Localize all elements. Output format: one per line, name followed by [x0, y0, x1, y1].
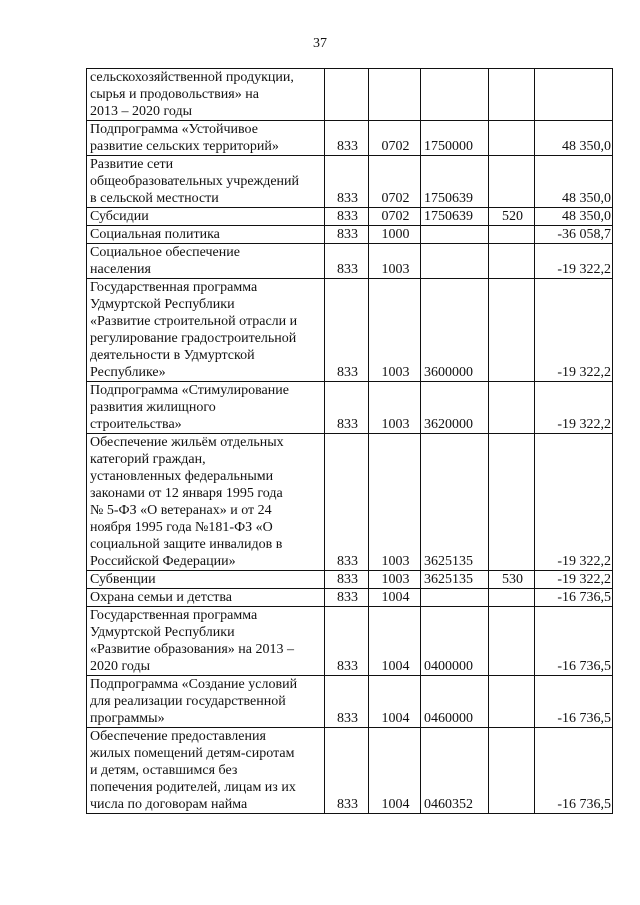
row-name: Социальная политика	[87, 226, 325, 244]
table-row	[87, 676, 613, 728]
amount	[535, 69, 613, 121]
target-article-code: 0460000	[421, 676, 489, 728]
expense-type-code	[489, 121, 535, 156]
ministry-code: 833	[325, 607, 369, 676]
ministry-code: 833	[325, 571, 369, 589]
ministry-code: 833	[325, 208, 369, 226]
section-code: 1004	[369, 676, 421, 728]
expense-type-code: 520	[489, 208, 535, 226]
row-name: сельскохозяйственной продукции, сырья и продовольствия» на 2013 – 2020 годы	[87, 69, 325, 121]
section-code: 1004	[369, 728, 421, 814]
table-row	[87, 156, 613, 208]
ministry-code: 833	[325, 244, 369, 279]
expense-type-code	[489, 728, 535, 814]
section-code: 1003	[369, 571, 421, 589]
amount: -16 736,5	[535, 607, 613, 676]
expense-type-code	[489, 226, 535, 244]
ministry-code: 833	[325, 121, 369, 156]
table-row	[87, 69, 613, 121]
table-row	[87, 728, 613, 814]
target-article-code: 0460352	[421, 728, 489, 814]
row-name: Обеспечение жильём отдельных категорий граждан, установленных федеральными законами от 12 января 1995 года № 5-ФЗ «О ветеранах» и от 24 ноября 1995 года №181-ФЗ «О социальной защите инвалидов в Российской Федерации»	[87, 434, 325, 571]
table-row	[87, 607, 613, 676]
row-name: Государственная программа Удмуртской Республики «Развитие образования» на 2013 – 2020 годы	[87, 607, 325, 676]
budget-table-body	[87, 69, 613, 814]
amount: -19 322,2	[535, 434, 613, 571]
expense-type-code	[489, 244, 535, 279]
ministry-code: 833	[325, 226, 369, 244]
ministry-code: 833	[325, 279, 369, 382]
target-article-code	[421, 226, 489, 244]
ministry-code: 833	[325, 382, 369, 434]
row-name: Социальное обеспечение населения	[87, 244, 325, 279]
row-name: Охрана семьи и детства	[87, 589, 325, 607]
page-number: 37	[313, 36, 327, 51]
expense-type-code	[489, 676, 535, 728]
target-article-code: 0400000	[421, 607, 489, 676]
table-row	[87, 279, 613, 382]
expense-type-code	[489, 69, 535, 121]
section-code: 0702	[369, 121, 421, 156]
ministry-code: 833	[325, 434, 369, 571]
section-code: 1003	[369, 382, 421, 434]
target-article-code: 1750639	[421, 156, 489, 208]
target-article-code: 3620000	[421, 382, 489, 434]
expense-type-code	[489, 589, 535, 607]
amount: -16 736,5	[535, 728, 613, 814]
target-article-code	[421, 69, 489, 121]
ministry-code	[325, 69, 369, 121]
row-name: Подпрограмма «Стимулирование развития жилищного строительства»	[87, 382, 325, 434]
section-code: 1004	[369, 589, 421, 607]
row-name: Подпрограмма «Устойчивое развитие сельских территорий»	[87, 121, 325, 156]
section-code: 1003	[369, 244, 421, 279]
amount: 48 350,0	[535, 121, 613, 156]
amount: -19 322,2	[535, 244, 613, 279]
expense-type-code	[489, 279, 535, 382]
ministry-code: 833	[325, 589, 369, 607]
section-code: 0702	[369, 208, 421, 226]
expense-type-code	[489, 434, 535, 571]
table-row	[87, 244, 613, 279]
row-name: Государственная программа Удмуртской Республики «Развитие строительной отрасли и регулирование градостроительной деятельности в Удмуртской Республике»	[87, 279, 325, 382]
amount: -16 736,5	[535, 589, 613, 607]
expense-type-code	[489, 156, 535, 208]
budget-table	[86, 68, 613, 814]
section-code: 1003	[369, 434, 421, 571]
expense-type-code	[489, 607, 535, 676]
row-name: Субсидии	[87, 208, 325, 226]
amount: -19 322,2	[535, 571, 613, 589]
section-code: 1004	[369, 607, 421, 676]
target-article-code: 1750000	[421, 121, 489, 156]
section-code: 1000	[369, 226, 421, 244]
section-code: 0702	[369, 156, 421, 208]
table-row	[87, 589, 613, 607]
target-article-code: 3600000	[421, 279, 489, 382]
section-code	[369, 69, 421, 121]
amount: -19 322,2	[535, 279, 613, 382]
ministry-code: 833	[325, 728, 369, 814]
target-article-code: 3625135	[421, 434, 489, 571]
target-article-code	[421, 244, 489, 279]
section-code: 1003	[369, 279, 421, 382]
expense-type-code: 530	[489, 571, 535, 589]
amount: -16 736,5	[535, 676, 613, 728]
amount: 48 350,0	[535, 156, 613, 208]
amount: -36 058,7	[535, 226, 613, 244]
table-row	[87, 382, 613, 434]
row-name: Субвенции	[87, 571, 325, 589]
target-article-code: 3625135	[421, 571, 489, 589]
table-row	[87, 571, 613, 589]
table-row	[87, 434, 613, 571]
ministry-code: 833	[325, 676, 369, 728]
row-name: Развитие сети общеобразовательных учреждений в сельской местности	[87, 156, 325, 208]
target-article-code	[421, 589, 489, 607]
amount: -19 322,2	[535, 382, 613, 434]
target-article-code: 1750639	[421, 208, 489, 226]
expense-type-code	[489, 382, 535, 434]
table-row	[87, 226, 613, 244]
amount: 48 350,0	[535, 208, 613, 226]
table-row	[87, 121, 613, 156]
table-row	[87, 208, 613, 226]
row-name: Обеспечение предоставления жилых помещений детям-сиротам и детям, оставшимся без попечения родителей, лицам из их числа по договорам найма	[87, 728, 325, 814]
ministry-code: 833	[325, 156, 369, 208]
row-name: Подпрограмма «Создание условий для реализации государственной программы»	[87, 676, 325, 728]
